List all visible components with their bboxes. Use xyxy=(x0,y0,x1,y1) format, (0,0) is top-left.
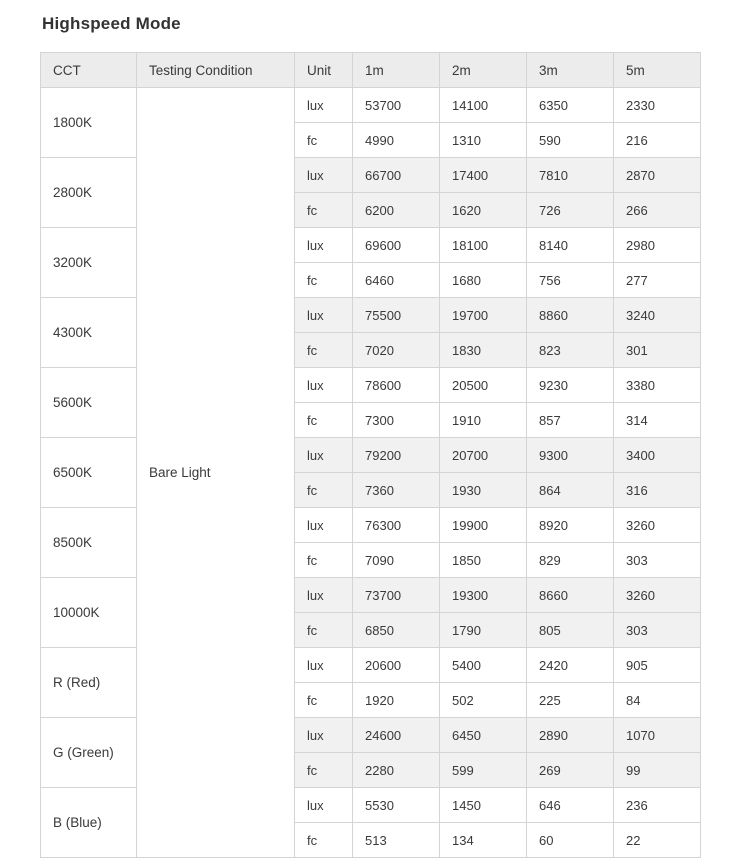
cct-cell: 2800K xyxy=(41,158,137,228)
unit-cell: fc xyxy=(295,823,353,858)
value-cell: 78600 xyxy=(353,368,440,403)
cct-cell: 10000K xyxy=(41,578,137,648)
unit-cell: fc xyxy=(295,613,353,648)
value-cell: 3380 xyxy=(614,368,701,403)
value-cell: 9300 xyxy=(527,438,614,473)
value-cell: 1850 xyxy=(440,543,527,578)
column-header-cct: CCT xyxy=(41,53,137,88)
value-cell: 266 xyxy=(614,193,701,228)
testing-condition-cell: Bare Light xyxy=(137,88,295,858)
value-cell: 303 xyxy=(614,543,701,578)
unit-cell: lux xyxy=(295,368,353,403)
value-cell: 53700 xyxy=(353,88,440,123)
cct-cell: 8500K xyxy=(41,508,137,578)
value-cell: 1910 xyxy=(440,403,527,438)
value-cell: 646 xyxy=(527,788,614,823)
unit-cell: lux xyxy=(295,88,353,123)
value-cell: 22 xyxy=(614,823,701,858)
value-cell: 76300 xyxy=(353,508,440,543)
value-cell: 502 xyxy=(440,683,527,718)
value-cell: 8920 xyxy=(527,508,614,543)
value-cell: 20600 xyxy=(353,648,440,683)
column-header-1m: 1m xyxy=(353,53,440,88)
value-cell: 225 xyxy=(527,683,614,718)
value-cell: 2870 xyxy=(614,158,701,193)
value-cell: 20500 xyxy=(440,368,527,403)
value-cell: 2330 xyxy=(614,88,701,123)
value-cell: 1790 xyxy=(440,613,527,648)
value-cell: 73700 xyxy=(353,578,440,613)
value-cell: 236 xyxy=(614,788,701,823)
unit-cell: lux xyxy=(295,228,353,263)
value-cell: 1680 xyxy=(440,263,527,298)
unit-cell: fc xyxy=(295,403,353,438)
value-cell: 6450 xyxy=(440,718,527,753)
value-cell: 216 xyxy=(614,123,701,158)
value-cell: 6460 xyxy=(353,263,440,298)
value-cell: 1310 xyxy=(440,123,527,158)
unit-cell: lux xyxy=(295,508,353,543)
photometric-data-table xyxy=(40,52,701,858)
value-cell: 8660 xyxy=(527,578,614,613)
value-cell: 7360 xyxy=(353,473,440,508)
column-header-5m: 5m xyxy=(614,53,701,88)
value-cell: 7810 xyxy=(527,158,614,193)
value-cell: 2280 xyxy=(353,753,440,788)
value-cell: 2890 xyxy=(527,718,614,753)
value-cell: 17400 xyxy=(440,158,527,193)
value-cell: 5530 xyxy=(353,788,440,823)
value-cell: 590 xyxy=(527,123,614,158)
value-cell: 7090 xyxy=(353,543,440,578)
value-cell: 316 xyxy=(614,473,701,508)
value-cell: 3240 xyxy=(614,298,701,333)
unit-cell: lux xyxy=(295,718,353,753)
unit-cell: lux xyxy=(295,298,353,333)
value-cell: 24600 xyxy=(353,718,440,753)
unit-cell: lux xyxy=(295,578,353,613)
value-cell: 1930 xyxy=(440,473,527,508)
cct-cell: 1800K xyxy=(41,88,137,158)
value-cell: 6200 xyxy=(353,193,440,228)
value-cell: 805 xyxy=(527,613,614,648)
unit-cell: fc xyxy=(295,333,353,368)
column-header-unit: Unit xyxy=(295,53,353,88)
cct-cell: 6500K xyxy=(41,438,137,508)
column-header-2m: 2m xyxy=(440,53,527,88)
value-cell: 3400 xyxy=(614,438,701,473)
cct-cell: 3200K xyxy=(41,228,137,298)
value-cell: 513 xyxy=(353,823,440,858)
value-cell: 69600 xyxy=(353,228,440,263)
unit-cell: fc xyxy=(295,683,353,718)
value-cell: 14100 xyxy=(440,88,527,123)
value-cell: 84 xyxy=(614,683,701,718)
unit-cell: lux xyxy=(295,788,353,823)
unit-cell: fc xyxy=(295,263,353,298)
value-cell: 1830 xyxy=(440,333,527,368)
value-cell: 2980 xyxy=(614,228,701,263)
cct-cell: 5600K xyxy=(41,368,137,438)
value-cell: 4990 xyxy=(353,123,440,158)
value-cell: 1620 xyxy=(440,193,527,228)
unit-cell: lux xyxy=(295,158,353,193)
value-cell: 3260 xyxy=(614,508,701,543)
value-cell: 756 xyxy=(527,263,614,298)
value-cell: 134 xyxy=(440,823,527,858)
value-cell: 857 xyxy=(527,403,614,438)
value-cell: 1070 xyxy=(614,718,701,753)
value-cell: 8140 xyxy=(527,228,614,263)
page-title: Highspeed Mode xyxy=(42,14,181,33)
unit-cell: lux xyxy=(295,438,353,473)
value-cell: 269 xyxy=(527,753,614,788)
value-cell: 6850 xyxy=(353,613,440,648)
cct-cell: R (Red) xyxy=(41,648,137,718)
value-cell: 18100 xyxy=(440,228,527,263)
value-cell: 66700 xyxy=(353,158,440,193)
table-header xyxy=(41,53,701,88)
value-cell: 823 xyxy=(527,333,614,368)
value-cell: 79200 xyxy=(353,438,440,473)
value-cell: 8860 xyxy=(527,298,614,333)
value-cell: 301 xyxy=(614,333,701,368)
unit-cell: lux xyxy=(295,648,353,683)
unit-cell: fc xyxy=(295,193,353,228)
value-cell: 5400 xyxy=(440,648,527,683)
table-header-row xyxy=(41,53,701,88)
value-cell: 314 xyxy=(614,403,701,438)
value-cell: 1920 xyxy=(353,683,440,718)
cct-cell: B (Blue) xyxy=(41,788,137,858)
value-cell: 19900 xyxy=(440,508,527,543)
cct-cell: 4300K xyxy=(41,298,137,368)
value-cell: 726 xyxy=(527,193,614,228)
unit-cell: fc xyxy=(295,473,353,508)
value-cell: 60 xyxy=(527,823,614,858)
value-cell: 1450 xyxy=(440,788,527,823)
value-cell: 19700 xyxy=(440,298,527,333)
value-cell: 75500 xyxy=(353,298,440,333)
value-cell: 599 xyxy=(440,753,527,788)
column-header-3m: 3m xyxy=(527,53,614,88)
value-cell: 99 xyxy=(614,753,701,788)
cct-cell: G (Green) xyxy=(41,718,137,788)
value-cell: 3260 xyxy=(614,578,701,613)
value-cell: 7300 xyxy=(353,403,440,438)
value-cell: 9230 xyxy=(527,368,614,403)
unit-cell: fc xyxy=(295,123,353,158)
value-cell: 20700 xyxy=(440,438,527,473)
value-cell: 905 xyxy=(614,648,701,683)
column-header-testing-condition: Testing Condition xyxy=(137,53,295,88)
value-cell: 864 xyxy=(527,473,614,508)
unit-cell: fc xyxy=(295,753,353,788)
value-cell: 7020 xyxy=(353,333,440,368)
value-cell: 2420 xyxy=(527,648,614,683)
value-cell: 19300 xyxy=(440,578,527,613)
value-cell: 303 xyxy=(614,613,701,648)
table-body xyxy=(41,88,701,858)
value-cell: 829 xyxy=(527,543,614,578)
value-cell: 6350 xyxy=(527,88,614,123)
unit-cell: fc xyxy=(295,543,353,578)
value-cell: 277 xyxy=(614,263,701,298)
table-row xyxy=(41,88,701,123)
